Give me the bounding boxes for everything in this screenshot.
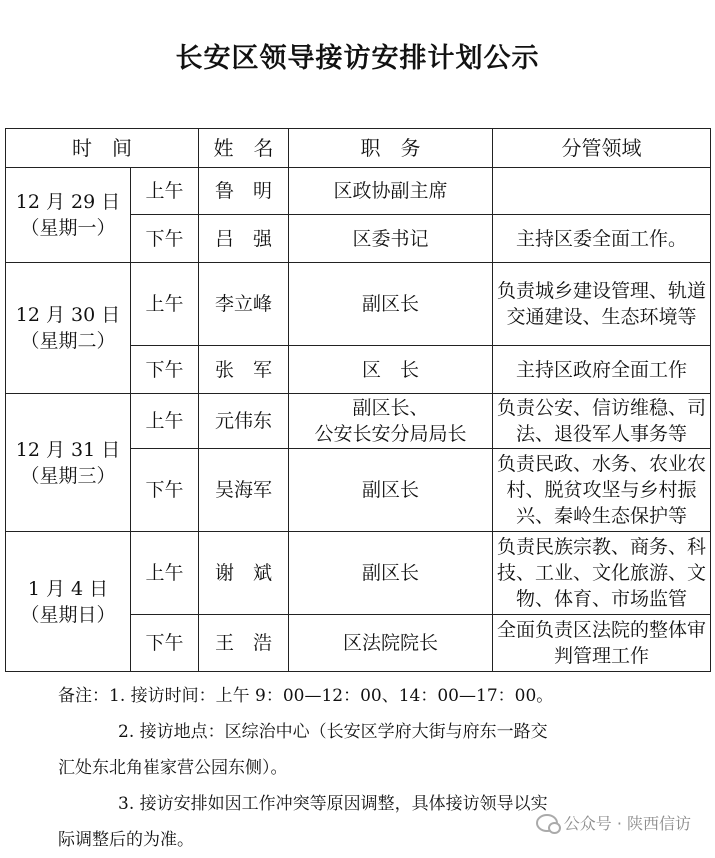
field-of-charge: 主持区委全面工作。 xyxy=(493,215,711,263)
leader-name: 李立峰 xyxy=(199,263,289,346)
leader-position xyxy=(289,394,493,449)
weekday: （星期二） xyxy=(20,330,116,352)
period: 上午 xyxy=(131,168,199,215)
weekday: （星期日） xyxy=(20,603,116,626)
period: 下午 xyxy=(131,449,199,532)
leader-position: 副区长 xyxy=(289,449,493,532)
table-row xyxy=(6,532,711,615)
wechat-icon xyxy=(536,814,558,832)
field-of-charge: 全面负责区法院的整体审判管理工作 xyxy=(493,615,711,672)
period: 上午 xyxy=(131,532,199,615)
leader-name: 王 浩 xyxy=(199,615,289,672)
period: 下午 xyxy=(131,346,199,394)
field-of-charge: 主持区政府全面工作 xyxy=(493,346,711,394)
field-of-charge: 负责城乡建设管理、轨道交通建设、生态环境等 xyxy=(493,263,711,346)
date: 12 月 31 日 xyxy=(15,438,121,461)
date-cell xyxy=(6,168,131,263)
table-row xyxy=(6,263,711,346)
position-line: 公安长安分局局长 xyxy=(314,423,467,445)
leader-name: 吕 强 xyxy=(199,215,289,263)
watermark-text: 公众号 · 陕西信访 xyxy=(563,814,691,833)
table-row xyxy=(6,394,711,449)
header-name: 姓 名 xyxy=(199,129,289,168)
date: 1 月 4 日 xyxy=(27,577,109,600)
watermark xyxy=(536,811,691,834)
note-item-2: 2. 接访地点：区综治中心（长安区学府大街与府东一路交 xyxy=(118,722,548,742)
field-of-charge xyxy=(493,168,711,215)
schedule-table xyxy=(5,128,711,672)
header-field: 分管领域 xyxy=(493,129,711,168)
date: 12 月 29 日 xyxy=(15,191,121,213)
page-title: 长安区领导接访安排计划公示 xyxy=(175,43,540,74)
leader-name: 张 军 xyxy=(199,346,289,394)
leader-name: 谢 斌 xyxy=(199,532,289,615)
weekday: （星期三） xyxy=(20,464,116,487)
date-cell xyxy=(6,394,131,532)
field-of-charge: 负责公安、信访维稳、司法、退役军人事务等 xyxy=(493,394,711,449)
leader-position: 副区长 xyxy=(289,263,493,346)
leader-name: 吴海军 xyxy=(199,449,289,532)
leader-position: 区政协副主席 xyxy=(289,168,493,215)
header-row xyxy=(6,129,711,168)
note-item-3: 3. 接访安排如因工作冲突等原因调整，具体接访领导以实 xyxy=(118,794,548,814)
field-of-charge: 负责民族宗教、商务、科技、工业、文化旅游、文物、体育、市场监管 xyxy=(493,532,711,615)
table-row xyxy=(6,168,711,215)
header-position: 职 务 xyxy=(289,129,493,168)
period: 上午 xyxy=(131,263,199,346)
note-item-2-cont: 汇处东北角崔家营公园东侧）。 xyxy=(58,758,288,778)
weekday: （星期一） xyxy=(20,217,116,239)
leader-name: 鲁 明 xyxy=(199,168,289,215)
header-time: 时 间 xyxy=(6,129,199,168)
date-cell xyxy=(6,263,131,394)
leader-position: 区委书记 xyxy=(289,215,493,263)
period: 下午 xyxy=(131,215,199,263)
leader-name: 元伟东 xyxy=(199,394,289,449)
period: 下午 xyxy=(131,615,199,672)
position-line: 副区长、 xyxy=(352,397,429,419)
date: 12 月 30 日 xyxy=(15,304,121,326)
field-of-charge: 负责民政、水务、农业农村、脱贫攻坚与乡村振兴、秦岭生态保护等 xyxy=(493,449,711,532)
period: 上午 xyxy=(131,394,199,449)
leader-position: 区 长 xyxy=(289,346,493,394)
note-item-1: 备注：1. 接访时间：上午 9：00—12：00、14：00—17：00。 xyxy=(58,686,554,706)
note-item-3-cont: 际调整后的为准。 xyxy=(58,830,194,850)
notes-label: 备注： xyxy=(58,686,109,706)
leader-position: 区法院院长 xyxy=(289,615,493,672)
leader-position: 副区长 xyxy=(289,532,493,615)
date-cell xyxy=(6,532,131,672)
